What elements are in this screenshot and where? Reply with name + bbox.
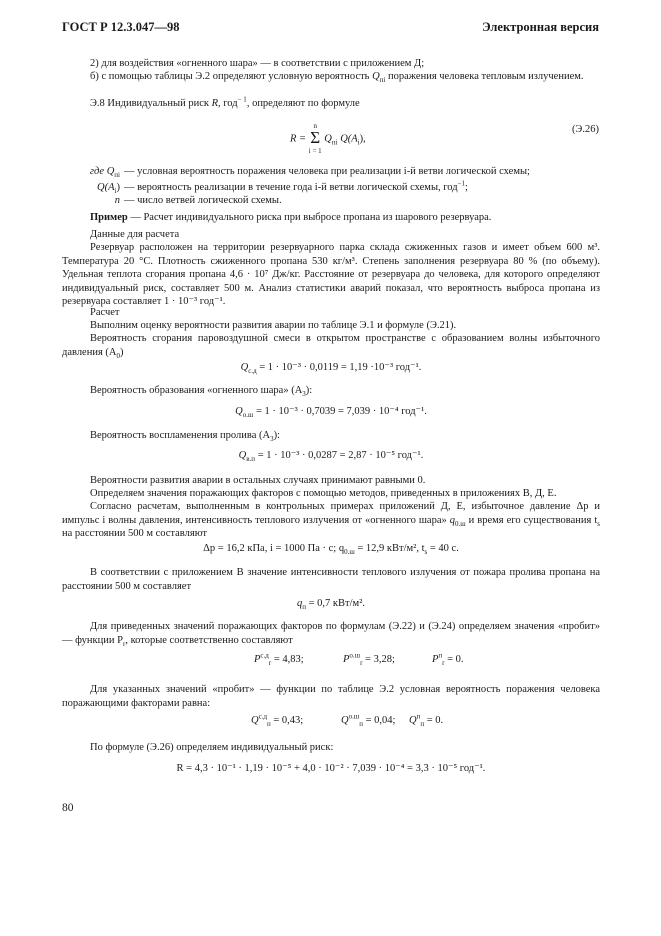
- formula-q-osh: $Q_{о.ш} = 1 \cdot 10^{-3} \cdot 0,7039 = 7,039 \cdot 10^{-4}$ год⁻¹.: [235, 406, 427, 420]
- definition-list: [62, 165, 600, 208]
- paragraph-calc-4: Вероятности развития аварии в остальных случаях принимают равными 0.: [90, 475, 426, 486]
- paragraph-initial-data: Резервуар расположен на территории резервуарного парка склада сжиженных газов и имеет объем 600 м³. Температура 20 °С. Плотность сжиженного пропана 530 кг/м³. Степень заполнения резервуара 80 % (по объему). Удельная теплота сгорания пропана 4,6 · 10⁷ Дж/кг. Расстояние от резервуара до человека, для которого определяют индивидуальный риск, составляет 500 м. Анализ статистики аварий показал, что вероятность выброса пропана из резервуара составляет 1 · 10⁻³ год⁻¹.: [62, 242, 600, 308]
- symbol-q: Q: [372, 71, 380, 82]
- paragraph-calc-2: Вероятность образования «огненного шара» $(A_3)$:: [90, 385, 313, 399]
- definition-row: [62, 181, 600, 195]
- paragraph-calc-6: Согласно расчетам, выполненным в контрольных примерах приложений Д, Е, избыточное давление Δp и импульс i волны давления, интенсивность теплового излучения от «огненного шара» $q_{0.ш}$ и время его существования $t_s$ на расстоянии 500 м составляют: [62, 501, 600, 540]
- formula-lhs: R =: [290, 133, 309, 145]
- example-paragraph: [62, 211, 600, 225]
- definition-desc: — условная вероятность поражения человека при реализации i-й ветви логической схемы;: [124, 166, 530, 177]
- formula-qp: $q_п = 0,7$ кВт/м².: [297, 598, 365, 612]
- formula-qcond-sd: $Q^{с.д}_п = 0,43$;: [251, 712, 304, 729]
- example-label: Пример: [90, 212, 128, 223]
- paragraph-calc-1: [62, 332, 600, 359]
- subscript: пi: [331, 138, 338, 147]
- definition-row: [62, 165, 600, 179]
- doc-version-label: Электронная версия: [482, 20, 599, 34]
- definition-term: $Q(A_i)$: [97, 181, 120, 195]
- equation-number: (Э.26): [571, 124, 599, 135]
- paragraph-calc-5: Определяем значения поражающих факторов с помощью методов, приведенных в приложениях В, Д, Е.: [90, 488, 557, 499]
- sigma-icon: Σ: [310, 128, 321, 147]
- symbol-q: Q: [324, 133, 332, 145]
- superscript: − 1: [237, 95, 247, 104]
- paragraph-calc-10: По формуле (Э.26) определяем индивидуальный риск:: [90, 742, 334, 753]
- paragraph-calc-intro: Выполним оценку вероятности развития аварии по таблице Э.1 и формуле (Э.21).: [90, 320, 457, 331]
- text-run: — Расчет индивидуального риска при выбросе пропана из шарового резервуара.: [127, 212, 492, 223]
- definition-term: n: [114, 195, 120, 207]
- formula-qcond-osh: $Q^{о.ш}_п = 0,04$;: [341, 712, 396, 729]
- page-number: 80: [62, 802, 74, 814]
- paragraph-calc-7: В соответствии с приложением В значение интенсивности теплового излучения от пожара пролива пропана на расстоянии 500 м составляет: [62, 567, 600, 592]
- formula-probit-p: $P^п_r = 0$.: [432, 651, 464, 668]
- paragraph-item-2: 2) для воздействия «огненного шара» — в соответствии с приложением Д;: [90, 58, 425, 69]
- subscript: пi: [379, 76, 386, 85]
- section-heading-initial-data: Данные для расчета: [90, 229, 180, 240]
- formula-term: Q(A: [340, 133, 358, 145]
- text-run: , год: [218, 98, 238, 109]
- definition-desc: — вероятность реализации в течение года i-й ветви логической схемы, год$^{-1}$;: [124, 179, 468, 193]
- formula-q-sd: $Q_{с.д} = 1 \cdot 10^{-3} \cdot 0,0119 = 1,19 \cdot 10^{-3}$ год⁻¹.: [240, 362, 422, 376]
- formula-qcond-p: $Q^п_п = 0$.: [409, 712, 444, 729]
- paragraph-calc-9: Для указанных значений «пробит» — функции по таблице Э.2 условная вероятность поражения человека поражающими факторами равна:: [62, 684, 600, 709]
- paragraph-e8: [62, 97, 600, 111]
- symbol-r: R: [211, 98, 219, 109]
- formula-factors: Δp = 16,2 кПа, i = 1000 Па · с; $q_{0.ш} = 12,9$ кВт/м², $t_s = 40$ с.: [203, 543, 459, 557]
- text-run: Э.8 Индивидуальный риск: [90, 98, 212, 109]
- text-run: ,: [363, 133, 366, 145]
- formula-q-vp: $Q_{в.п} = 1 \cdot 10^{-3} \cdot 0,0287 = 2,87 \cdot 10^{-5}$ год⁻¹.: [238, 450, 424, 464]
- sum-lower-limit: i = 1: [308, 147, 322, 155]
- paragraph-calc-3: Вероятность воспламенения пролива $(A_3)$:: [90, 430, 280, 444]
- formula-probit-sd: $P^{с.д}_r = 4,83$;: [254, 651, 304, 668]
- text-run: поражения человека тепловым излучением.: [385, 71, 584, 82]
- sum-upper-limit: n: [313, 122, 317, 130]
- sum-operator: [309, 122, 322, 156]
- subscript: 0: [116, 351, 120, 360]
- section-heading-calc: Расчет: [90, 307, 120, 318]
- formula-probit-osh: $P^{о.ш}_r = 3,28$;: [343, 651, 395, 668]
- formula-e26: [290, 122, 366, 156]
- subscript: i: [357, 138, 360, 147]
- definition-desc: — число ветвей логической схемы.: [124, 195, 282, 207]
- formula-final-risk: R = 4,3 · 10⁻¹ · 1,19 · 10⁻⁵ + 4,0 · 10⁻² · 7,039 · 10⁻⁴ = 3,3 · 10⁻⁵ год⁻¹.: [176, 763, 486, 774]
- text-run: , определяют по формуле: [246, 98, 360, 109]
- paragraph-calc-8: Для приведенных значений поражающих факторов по формулам (Э.22) и (Э.24) определяем значения «пробит» — функции $P_r$, которые соответственно составляют: [62, 621, 600, 648]
- paragraph-item-b: [62, 70, 600, 84]
- text-run: ): [359, 133, 364, 145]
- definition-row: [62, 194, 600, 208]
- doc-standard-number: ГОСТ Р 12.3.047—98: [62, 20, 180, 34]
- definition-term: где $Q_{пi}$: [89, 166, 120, 180]
- text-run: Вероятность сгорания паровоздушной смеси в открытом пространстве с образованием волны избыточного давления (A: [62, 333, 600, 358]
- text-run: б) с помощью таблицы Э.2 определяют условную вероятность: [90, 71, 373, 82]
- text-run: ): [120, 346, 124, 358]
